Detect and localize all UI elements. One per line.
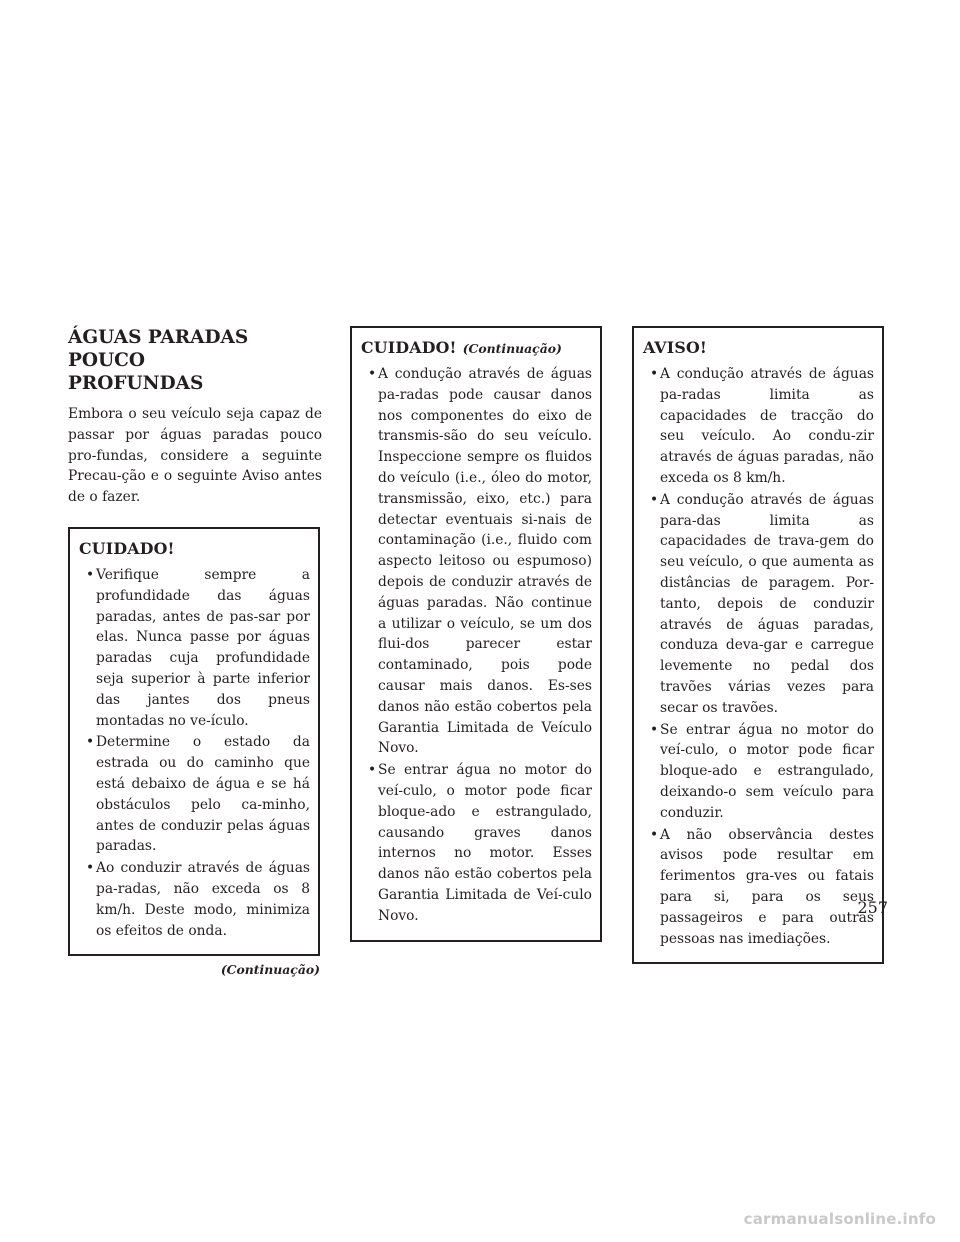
section-title-line2: PROFUNDAS <box>68 373 204 394</box>
bullet-icon: • <box>368 366 377 382</box>
list-item-text: Determine o estado da estrada ou do caminho que está debaixo de água e se há obstáculos pelo ca-minho, antes de conduzir pelas águas paradas. <box>96 734 310 855</box>
caution-box-1 <box>68 527 320 956</box>
caution-box-2 <box>350 326 602 942</box>
list-item <box>643 364 874 489</box>
list-item <box>79 858 310 941</box>
list-item-text: Verifique sempre a profundidade das águas paradas, antes de pas-sar por elas. Nunca passe por águas paradas cuja profundidade seja superior à parte inferior das jantes dos pneus montadas no ve-ículo. <box>96 566 310 729</box>
bullet-icon: • <box>368 762 377 779</box>
warning-list <box>643 364 874 949</box>
list-item-text: Se entrar água no motor do veí-culo, o motor pode ficar bloque-ado e estrangulado, causando graves danos internos no motor. Esses danos não estão cobertos pela Garantia Limitada de Veí-culo Novo. <box>378 762 592 924</box>
intro-paragraph: Embora o seu veículo seja capaz de passar por águas paradas pouco pro-fundas, considere a seguinte Precau-ção e o seguinte Aviso antes de o fazer. <box>68 406 322 506</box>
caution-title: CUIDADO! <box>79 538 175 558</box>
warning-title: AVISO! <box>643 338 708 357</box>
page-number: 257 <box>857 898 888 917</box>
continued-label: (Continuação) <box>462 341 562 356</box>
list-item <box>361 364 592 759</box>
caution-box-2-header <box>361 338 592 357</box>
list-item-text: A condução através de águas para-das limita as capacidades de trava-gem do seu veículo, o que aumenta as distâncias de paragem. Por-tanto, depois de conduzir através de águas paradas, conduza deva-gar e carregue levemente no pedal dos travões várias vezes para secar os travões. <box>660 491 874 716</box>
bullet-icon: • <box>86 734 95 751</box>
continued-footer: (Continuação) <box>220 962 320 978</box>
list-item <box>643 490 874 719</box>
caution-title: CUIDADO! <box>361 338 457 357</box>
bullet-icon: • <box>650 366 659 382</box>
warning-box-header <box>643 338 874 357</box>
bullet-icon: • <box>86 860 95 877</box>
warning-box <box>632 326 884 964</box>
caution-box-1-header <box>79 539 310 558</box>
list-item-text: A não observância destes avisos pode resultar em ferimentos gra-ves ou fatais para si, para os seus passageiros e para outras pessoas nas imediações. <box>660 826 874 947</box>
section-title-line1: ÁGUAS PARADAS POUCO <box>68 327 249 371</box>
list-item-text: A condução através de águas pa-radas pode causar danos nos componentes do eixo de transmis-são do seu veículo. Inspeccione sempre os fluidos do veículo (i.e., óleo do motor, transmissão, eixo, etc.) para detectar eventuais si-nais de contaminação (i.e., fluido com aspecto leitoso ou espumoso) depois de conduzir através de águas paradas. Não continue a utilizar o veículo, se um dos flui-dos parecer estar contaminado, pois pode causar mais danos. Es-ses danos não estão cobertos pela Garantia Limitada de Veículo Novo. <box>378 366 592 757</box>
caution-1-list <box>79 565 310 941</box>
list-item <box>79 732 310 857</box>
list-item <box>361 760 592 926</box>
section-title <box>68 326 318 395</box>
bullet-icon: • <box>650 826 659 843</box>
list-item <box>643 825 874 950</box>
column-right <box>632 326 886 964</box>
list-item <box>643 720 874 824</box>
list-item-text: Se entrar água no motor do veí-culo, o motor pode ficar bloque-ado e estrangulado, deixando-o sem veículo para conduzir. <box>660 721 874 821</box>
list-item-text: A condução através de águas pa-radas limita as capacidades de tracção do seu veículo. Ao condu-zir através de águas paradas, não exceda os 8 km/h. <box>660 366 874 486</box>
bullet-icon: • <box>86 566 95 583</box>
column-middle <box>350 326 604 942</box>
caution-2-list <box>361 364 592 927</box>
list-item <box>79 565 310 731</box>
bullet-icon: • <box>650 721 659 738</box>
watermark-logo: carmanualsonline.info <box>743 1210 936 1228</box>
list-item-text: Ao conduzir através de águas pa-radas, não exceda os 8 km/h. Deste modo, minimiza os efeitos de onda. <box>96 860 310 939</box>
bullet-icon: • <box>650 491 659 508</box>
column-left <box>68 326 322 977</box>
